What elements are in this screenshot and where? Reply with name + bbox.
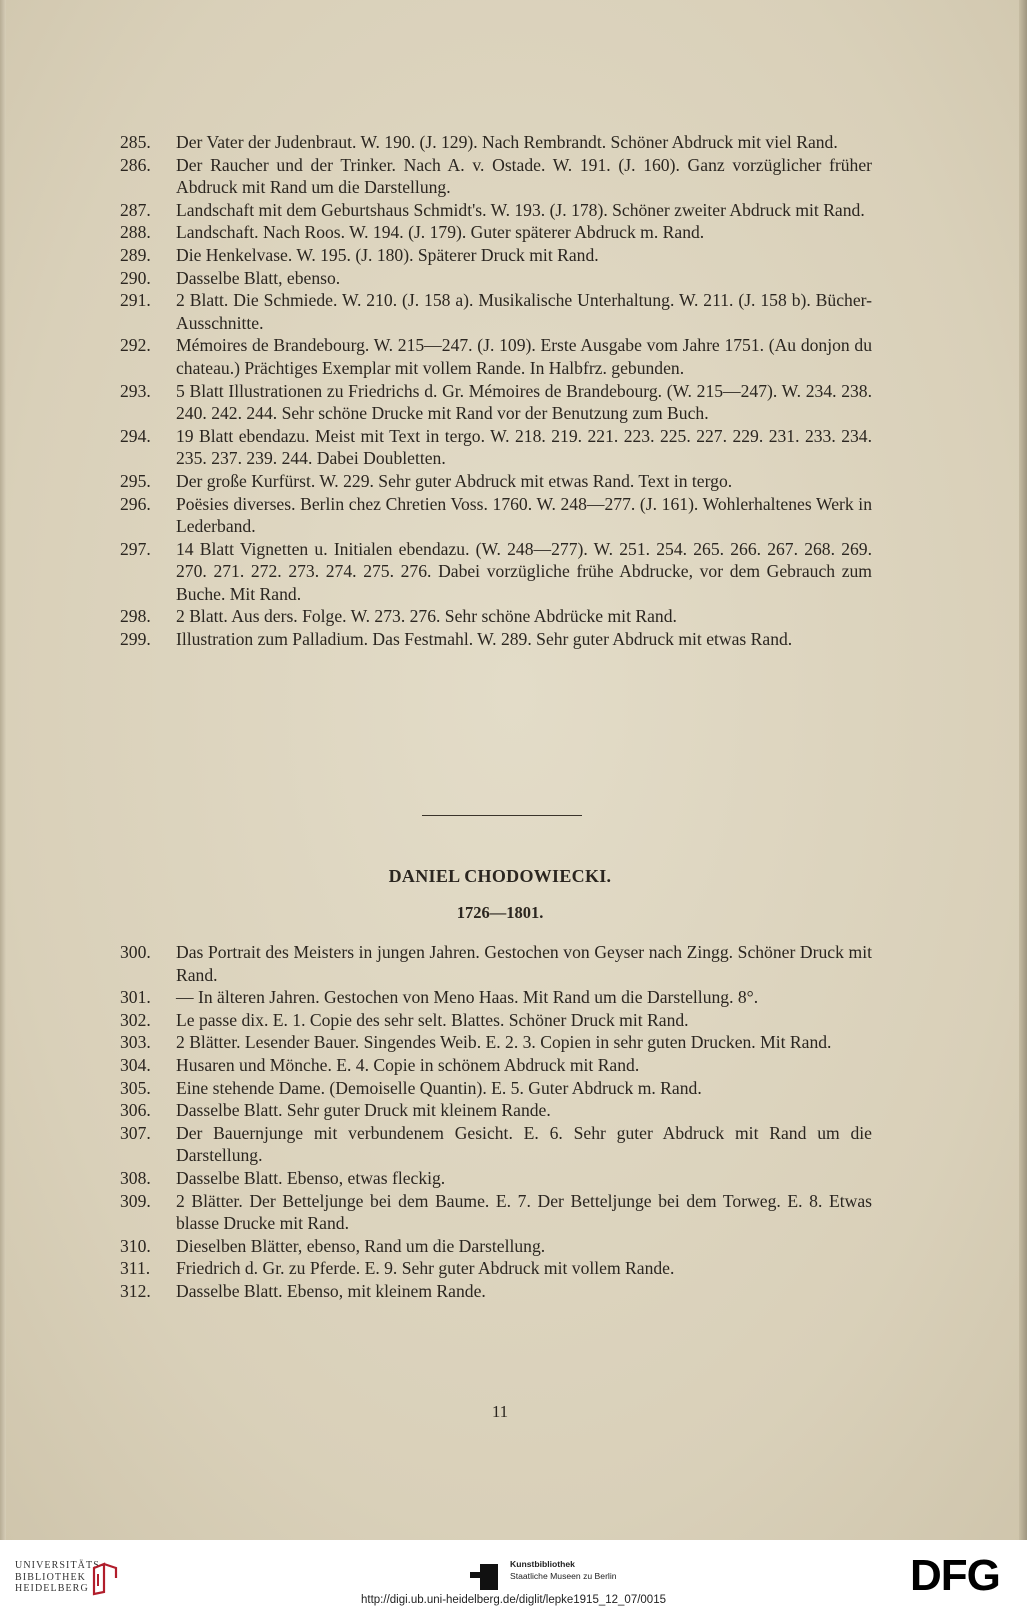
entry-number: 310.: [120, 1235, 151, 1256]
entry-text: 2 Blätter. Der Betteljunge bei dem Baume. E. 7. Der Betteljunge bei dem Torweg. E. 8. Etwas blasse Drucke mit Rand.: [176, 1190, 872, 1234]
entry-text: 14 Blatt Vignetten u. Initialen ebendazu. (W. 248—277). W. 251. 254. 265. 266. 267. 268. 269. 270. 271. 272. 273. 274. 275. 276. Dabei vorzügliche frühe Abdrucke, vor dem Gebrauch zum Buche. Mit Rand.: [176, 538, 872, 604]
page-edge-left: [0, 0, 6, 1540]
entry-text: Friedrich d. Gr. zu Pferde. E. 9. Sehr guter Abdruck mit vollem Rande.: [176, 1258, 675, 1279]
catalog-entry: [120, 986, 872, 1009]
entry-text: Dasselbe Blatt, ebenso.: [176, 267, 341, 288]
entry-number: 292.: [120, 335, 151, 356]
catalog-entry: [120, 131, 872, 154]
entry-number: 305.: [120, 1077, 151, 1098]
entry-number: 287.: [120, 199, 151, 220]
page-edge-right: [1019, 0, 1027, 1540]
entry-number: 309.: [120, 1190, 151, 1211]
entry-text: Der Raucher und der Trinker. Nach A. v. Ostade. W. 191. (J. 160). Ganz vorzüglicher früher Abdruck mit Rand um die Darstellung.: [176, 154, 872, 198]
entry-number: 289.: [120, 244, 151, 265]
entry-text: 2 Blatt. Die Schmiede. W. 210. (J. 158 a). Musikalische Unterhaltung. W. 211. (J. 158 b). Bücher-Ausschnitte.: [176, 290, 872, 333]
dfg-logo[interactable]: DFG: [910, 1551, 1000, 1600]
catalog-entry: [120, 1190, 872, 1235]
entry-number: 288.: [120, 222, 151, 243]
catalog-entry: [120, 1077, 872, 1100]
entry-text: — In älteren Jahren. Gestochen von Meno Haas. Mit Rand um die Darstellung. 8°.: [176, 987, 759, 1008]
entry-text: 2 Blätter. Lesender Bauer. Singendes Weib. E. 2. 3. Copien in sehr guten Drucken. Mit Rand.: [176, 1032, 832, 1053]
university-line-1: UNIVERSITÄTS-: [15, 1560, 105, 1571]
catalog-entry: [120, 1031, 872, 1054]
kunstbibliothek-title: Kunstbibliothek: [510, 1559, 575, 1569]
entry-text: Das Portrait des Meisters in jungen Jahren. Gestochen von Geyser nach Zingg. Schöner Druck mit Rand.: [176, 942, 872, 985]
entry-text: Landschaft mit dem Geburtshaus Schmidt's. W. 193. (J. 178). Schöner zweiter Abdruck mit Rand.: [176, 199, 865, 220]
catalog-entry: [120, 941, 872, 986]
page-number: 11: [491, 1402, 509, 1421]
entry-text: Dasselbe Blatt. Sehr guter Druck mit kleinem Rande.: [176, 1100, 551, 1121]
catalog-entry: [120, 493, 872, 538]
entry-text: Dasselbe Blatt. Ebenso, mit kleinem Rande.: [176, 1280, 486, 1301]
catalog-entry: [120, 538, 872, 606]
catalog-entry: [120, 221, 872, 244]
catalog-entry: [120, 154, 872, 199]
entry-text: Husaren und Mönche. E. 4. Copie in schönem Abdruck mit Rand.: [176, 1054, 640, 1075]
viewer-footer: [0, 1540, 1027, 1613]
catalog-entry: [120, 1009, 872, 1032]
catalog-entry: [120, 199, 872, 222]
entry-text: Der Vater der Judenbraut. W. 190. (J. 129). Nach Rembrandt. Schöner Abdruck mit viel Rand.: [176, 132, 838, 152]
entry-number: 286.: [120, 154, 151, 175]
entry-text: Poësies diverses. Berlin chez Chretien Voss. 1760. W. 248—277. (J. 161). Wohlerhaltenes Werk in Lederband.: [176, 493, 872, 537]
entry-text: Die Henkelvase. W. 195. (J. 180). Späterer Druck mit Rand.: [176, 244, 599, 265]
entry-text: 5 Blatt Illustrationen zu Friedrichs d. Gr. Mémoires de Brandebourg. (W. 215—247). W. 234. 238. 240. 242. 244. Sehr schöne Drucke mit Rand vor der Benutzung zum Buch.: [176, 380, 872, 424]
catalog-entry: [120, 1280, 872, 1303]
entry-number: 311.: [120, 1258, 151, 1279]
entry-text: Eine stehende Dame. (Demoiselle Quantin). E. 5. Guter Abdruck m. Rand.: [176, 1077, 702, 1098]
catalog-entry: [120, 425, 872, 470]
entry-number: 291.: [120, 290, 151, 311]
kunstbibliothek-subtitle: Staatliche Museen zu Berlin: [510, 1571, 617, 1581]
kunstbibliothek-logo-icon: [470, 1558, 500, 1590]
entry-number: 298.: [120, 606, 151, 627]
catalog-entries-top: [120, 131, 872, 651]
entry-number: 293.: [120, 380, 151, 401]
catalog-entry: [120, 1235, 872, 1258]
catalog-entry: [120, 628, 872, 651]
section-heading: DANIEL CHODOWIECKI.: [388, 866, 612, 886]
entry-number: 306.: [120, 1100, 151, 1121]
entry-number: 312.: [120, 1280, 151, 1301]
permalink-url[interactable]: http://digi.ub.uni-heidelberg.de/diglit/lepke1915_12_07/0015: [361, 1594, 666, 1606]
catalog-entry: [120, 1257, 872, 1280]
entry-number: 285.: [120, 132, 151, 152]
entry-text: Le passe dix. E. 1. Copie des sehr selt. Blattes. Schöner Druck mit Rand.: [176, 1009, 689, 1030]
entry-number: 308.: [120, 1167, 151, 1188]
entry-number: 299.: [120, 629, 151, 650]
university-emblem-icon: [90, 1562, 120, 1596]
entry-text: Landschaft. Nach Roos. W. 194. (J. 179). Guter späterer Abdruck m. Rand.: [176, 222, 705, 243]
catalog-entry: [120, 334, 872, 379]
catalog-entry: [120, 1122, 872, 1167]
entry-text: 2 Blatt. Aus ders. Folge. W. 273. 276. Sehr schöne Abdrücke mit Rand.: [176, 606, 677, 627]
entry-number: 307.: [120, 1122, 151, 1143]
catalog-entry: [120, 1167, 872, 1190]
entry-text: Dieselben Blätter, ebenso, Rand um die Darstellung.: [176, 1235, 546, 1256]
entry-text: 19 Blatt ebendazu. Meist mit Text in tergo. W. 218. 219. 221. 223. 225. 227. 229. 231. 233. 234. 235. 237. 239. 244. Dabei Doubletten.: [176, 425, 872, 469]
entry-number: 295.: [120, 470, 151, 491]
catalog-entry: [120, 1054, 872, 1077]
university-line-3: HEIDELBERG: [15, 1583, 89, 1594]
kunstbibliothek-logo[interactable]: [510, 1558, 617, 1582]
entry-number: 303.: [120, 1032, 151, 1053]
catalog-entry: [120, 289, 872, 334]
entry-text: Mémoires de Brandebourg. W. 215—247. (J. 109). Erste Ausgabe vom Jahre 1751. (Au donjon du chateau.) Prächtiges Exemplar mit vollem Rande. In Halbfrz. gebunden.: [176, 335, 872, 378]
catalog-entry: [120, 470, 872, 493]
entry-number: 301.: [120, 987, 151, 1008]
entry-text: Der Bauernjunge mit verbundenem Gesicht. E. 6. Sehr guter Abdruck mit Rand um die Darstellung.: [176, 1122, 872, 1166]
entry-number: 302.: [120, 1009, 151, 1030]
entry-number: 304.: [120, 1054, 151, 1075]
entry-text: Illustration zum Palladium. Das Festmahl. W. 289. Sehr guter Abdruck mit etwas Rand.: [176, 629, 793, 650]
university-line-2: BIBLIOTHEK: [15, 1571, 86, 1583]
catalog-entry: [120, 1099, 872, 1122]
catalog-entry: [120, 605, 872, 628]
entry-number: 290.: [120, 267, 151, 288]
entry-text: Der große Kurfürst. W. 229. Sehr guter Abdruck mit etwas Rand. Text in tergo.: [176, 470, 733, 491]
entry-number: 294.: [120, 425, 151, 446]
catalog-entry: [120, 244, 872, 267]
entry-number: 297.: [120, 538, 151, 559]
entry-number: 296.: [120, 493, 151, 514]
catalog-entry: [120, 380, 872, 425]
section-years: 1726—1801.: [456, 903, 544, 922]
catalog-entries-bottom: [120, 941, 872, 1303]
catalog-entry: [120, 267, 872, 290]
entry-text: Dasselbe Blatt. Ebenso, etwas fleckig.: [176, 1167, 446, 1188]
section-divider: [422, 815, 582, 816]
entry-number: 300.: [120, 942, 151, 962]
